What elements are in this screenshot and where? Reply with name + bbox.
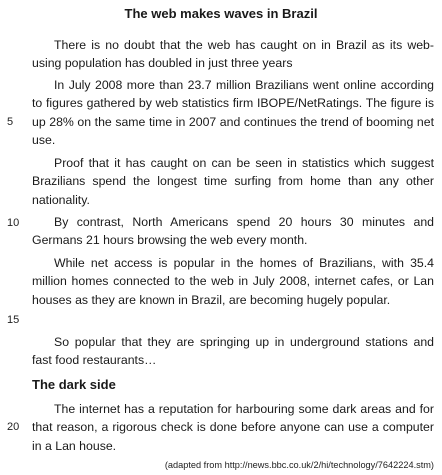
paragraph-6: So popular that they are springing up in underground stations and fast food restaurants… [32,335,434,368]
paragraph-4: By contrast, North Americans spend 20 hours 30 minutes and Germans 21 hours browsing the web every month. [32,215,434,248]
paragraph-3: Proof that it has caught on can be seen in statistics which suggest Brazilians spend the longest time surfing from home than any other nationality. [32,156,434,207]
paragraph-7: The internet has a reputation for harbouring some dark areas and for that reason, a rigorous check is done before anyone can use a computer in a Lan house. [32,402,434,453]
paragraph-2: In July 2008 more than 23.7 million Brazilians went online according to figures gathered by web statistics firm IBOPE/NetRatings. The figure is up 28% on the same time in 2007 and continues the trend of booming net use. [32,78,434,148]
line-number: 10 [7,217,20,229]
line-number: 20 [7,421,20,433]
line-number: 15 [7,314,20,326]
paragraph-5: While net access is popular in the homes of Brazilians, with 35.4 million homes connected to the web in July 2008, internet cafes, or Lan houses as they are known in Brazil, are becoming hugely popular. [32,256,434,307]
source-citation: (adapted from http://news.bbc.co.uk/2/hi/technology/7642224.stm) [164,460,434,470]
section-subheading: The dark side [32,377,116,392]
article-title: The web makes waves in Brazil [124,6,318,21]
line-number: 5 [7,116,14,128]
paragraph-1: There is no doubt that the web has caught on in Brazil as its web-using population has doubled in just three years [32,38,434,71]
